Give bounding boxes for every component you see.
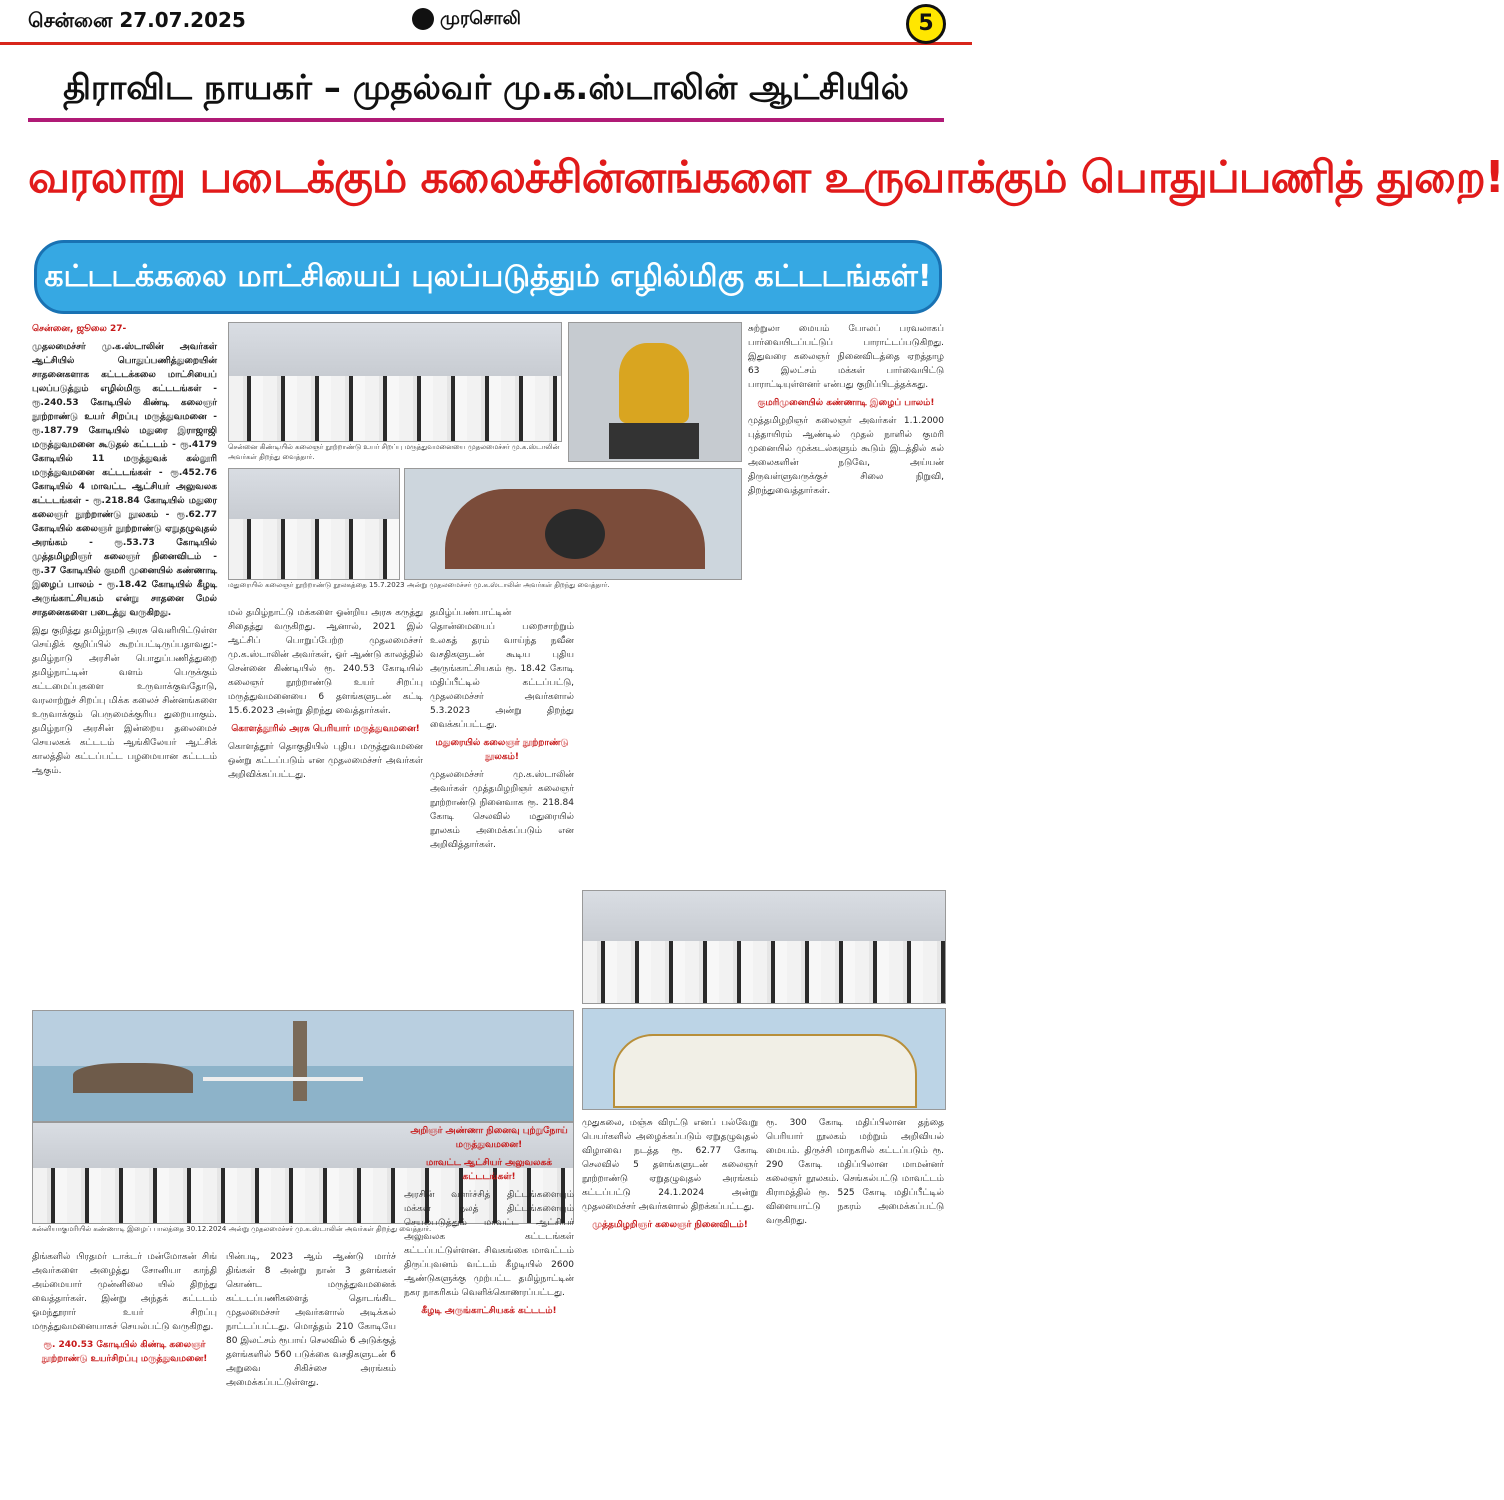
body-paragraph: முத்தமிழறிஞர் கலைஞர் அவர்கள் 1.1.2000 புத்தாயிரம் ஆண்டில் முதல் நாளில் குமரி முனையில் முக்கடல்களும் கூடும் இடத்தில் கல் அலைகளின் நடுவே, அய்யன் திருவள்ளுவருக்குச் சிலை நிறுவி, திறந்துவைத்தார்கள். [748,416,944,496]
body-paragraph: அரசின் வளர்ச்சித் திட்டங்களையும் மக்கள் நலத் திட்டங்களையும் செயல்படுத்தும் மாவட்ட ஆட்சியர் அலுவலக கட்டடங்கள் கட்டப்பட்டுள்ளன. சிவகங்கை மாவட்டம் திருப்புவனம் வட்டம் கீழடியில் 2600 ஆண்டுகளுக்கு முற்பட்ட தமிழ்நாட்டின் நகர நாகரிகம் வெளிக்கொணரப்பட்டது. [404,1190,574,1298]
article-column-4 [748,322,944,882]
dateline: சென்னை, ஜூலை 27- [32,324,127,334]
paper-logo-icon [412,8,434,30]
inauguration-photo-1 [228,322,562,442]
body-paragraph: பின்படி, 2023 ஆம் ஆண்டு மார்ச் திங்கள் 8 அன்று நான் 3 தளங்கள் கொண்ட மருத்துவமனைக் கட்டடப்பணிகளைத் தொடங்கிட முதலமைச்சர் அவர்களால் அடிக்கல் நாட்டப்பட்டது. மொத்தம் 210 கோடியே 80 இலட்சம் ரூபாய் செலவில் 6 அடுக்குத் தளங்களில் 560 படுக்கை வசதிகளுடன் 6 அறுவை சிகிச்சை அரங்கம் அமைக்கப்பட்டுள்ளது. [226,1252,396,1388]
inauguration-photo-3 [582,890,946,1004]
article-column-8 [582,1116,758,1490]
section-heading: மதுரையில் கலைஞர் நூற்றாண்டு நூலகம்! [435,738,569,762]
article-column-6 [226,1250,396,1490]
photo-caption: சென்னை கிண்டியில் கலைஞர் நூற்றாண்டு உயர் சிறப்பு மருத்துவமனையை முதலமைச்சர் மு.க.ஸ்டாலின் அவர்கள் திறந்து வைத்தார். [228,443,560,461]
body-paragraph: கொளத்தூர் தொகுதியில் புதிய மருத்துவமனை ஒன்று கட்டப்படும் என முதலமைச்சர் அவர்கள் அறிவிக்கப்பட்டது. [228,742,423,780]
kanyakumari-bridge-photo [32,1010,574,1122]
paper-name: முரசொலி [440,8,521,29]
arena-building-photo [582,1008,946,1110]
subheadline-banner: கட்டடக்கலை மாட்சியைப் புலப்படுத்தும் எழில்மிகு கட்டடங்கள்! [34,240,942,314]
body-paragraph: ரூ. 300 கோடி மதிப்பிலான தந்தை பெரியார் நூலகம் மற்றும் அறிவியல் மையம். திருச்சி மாநகரில் கட்டப்படும் ரூ. 290 கோடி மதிப்பிலான மாமன்னர் கலைஞர் நூலகம். செங்கல்பட்டு மாவட்டம் கிராமத்தில் ரூ. 525 கோடி மதிப்பீட்டில் விளையாட்டு நகரம் அமைக்கப்பட்டு வருகிறது. [766,1118,944,1226]
body-paragraph: இது குறித்து தமிழ்நாடு அரசு வெளியிட்டுள்ள செய்திக் குறிப்பில் கூறப்பட்டிருப்பதாவது:- தமிழ்நாடு அரசின் பொதுப்பணித்துறை தமிழ்நாட்டின் வளம் பெருக்கும் கட்டமைப்புகளை உருவாக்குவதோடு, வரலாற்றுச் சிறப்பு மிக்க கலைச் சின்னங்களை உருவாக்கும் பெருமைக்குரிய துறையாகும். தமிழ்நாடு அரசின் இன்றைய தலைமைச் செயலகக் கட்டடம் ஆங்கிலேயர் ஆட்சிக் காலத்தில் கட்டப்பட்ட பழமையான கட்டடம் ஆகும். [32,626,217,776]
article-column-9 [766,1116,944,1490]
lead-paragraph: முதலமைச்சர் மு.க.ஸ்டாலின் அவர்கள் ஆட்சியில் பொதுப்பணித்துறையின் சாதனைகளாக கட்டடக்கலை மாட்சியைப் புலப்படுத்தும் எழில்மிகு கட்டடங்கள் - ரூ.240.53 கோடியில் கிண்டி கலைஞர் நூற்றாண்டு உயர் சிறப்பு மருத்துவமனை - ரூ.187.79 கோடியில் மதுரை இராஜாஜி மருத்துவமனை கூடுதல் கட்டடம் - ரூ.4179 கோடியில் 11 மருத்துவக் கல்லூரி மருத்துவமனை கட்டடங்கள் - ரூ.452.76 கோடியில் 4 மாவட்ட ஆட்சியர் அலுவலக கட்டடங்கள் - ரூ.218.84 கோடியில் மதுரை கலைஞர் நூற்றாண்டு நூலகம் - ரூ.62.77 கோடியில் கலைஞர் நூற்றாண்டு ஏறுதழுவுதல் அரங்கம் - ரூ.53.73 கோடியில் முத்தமிழறிஞர் கலைஞர் நினைவிடம் - ரூ.37 கோடியில் குமரி முனையில் கண்ணாடி இழைப் பாலம் - ரூ.18.42 கோடியில் கீழடி அருங்காட்சியகம் என்று சாதனை மேல் சாதனைகளை படைத்து வருகிறது. [32,342,217,618]
library-building-photo [404,468,742,580]
kicker-line: திராவிட நாயகர் – முதல்வர் மு.க.ஸ்டாலின் ஆட்சியில் [28,58,944,122]
body-paragraph: தமிழ்ப்பண்பாட்டின் தொன்மையைப் பறைசாற்றும் உலகத் தரம் வாய்ந்த நவீன வசதிகளுடன் கூடிய புதிய அருங்காட்சியகம் ரூ. 18.42 கோடி மதிப்பீட்டில் கட்டப்பட்டு, முதலமைச்சர் அவர்களால் 5.3.2023 அன்று திறந்து வைக்கப்பட்டது. [430,608,574,730]
article-column-1 [32,322,217,1002]
page-headline: வரலாறு படைக்கும் கலைச்சின்னங்களை உருவாக்கும் பொதுப்பணித் துறை! [28,152,1504,203]
statue-photo [568,322,742,462]
article-column-3 [430,606,574,1006]
section-heading: முத்தமிழறிஞர் கலைஞர் நினைவிடம்! [592,1220,748,1230]
article-column-7 [404,1120,574,1490]
section-heading: ரூ. 240.53 கோடியில் கிண்டி கலைஞர் நூற்றாண்டு உயர்சிறப்பு மருத்துவமனை! [41,1340,208,1364]
body-paragraph: மல் தமிழ்நாட்டு மக்களை ஓன்றிய அரசு கருத்து சிதைத்து வருகிறது. ஆனால், 2021 இல் ஆட்சிப் பொறுப்பேற்ற முதலமைச்சர் மு.க.ஸ்டாலின் அவர்கள், ஓர் ஆண்டு காலத்தில் சென்னை கிண்டியில் ரூ. 240.53 கோடியில் கலைஞர் நூற்றாண்டு உயர் சிறப்பு மருத்துவமனையை 6 தளங்களுடன் கட்டி 15.6.2023 அன்று திறந்து வைத்தார்கள். [228,608,423,716]
section-heading: குமரிமுனையில் கண்ணாடி இழைப் பாலம்! [757,398,935,408]
body-paragraph: சுற்றுலா மையம் போலப் பரவலாகப் பார்வையிடப்பட்டுப் பாராட்டப்படுகிறது. இதுவரை கலைஞர் நினைவிடத்தை ஏறத்தாழ 63 இலட்சம் மக்கள் பார்வையிட்டு பாராட்டியுள்ளனர் என்பது குறிப்பிடத்தக்கது. [748,324,944,390]
body-paragraph: முதுகலை, மஞ்சு விரட்டு எனப் பல்வேறு பெயர்களில் அழைக்கப்படும் ஏறுதழுவுதல் விழாவை நடத்த ரூ. 62.77 கோடி செலவில் 5 தளங்களுடன் கலைஞர் நூற்றாண்டு ஏறுதழுவுதல் அரங்கம் கட்டப்பட்டு 24.1.2024 அன்று முதலமைச்சர் அவர்களால் திறக்கப்பட்டது. [582,1118,758,1212]
section-heading: அறிஞர் அண்ணா நினைவு புற்றுநோய் மருத்துவமனை! [410,1126,568,1150]
section-heading: கீழடி அருங்காட்சியகக் கட்டடம்! [421,1306,557,1316]
photo-caption: கன்னியாகுமரியில் கண்ணாடி இழைப் பாலத்தை 30.12.2024 அன்று முதலமைச்சர் மு.க.ஸ்டாலின் அவர்கள் திறந்து வைத்தார். [32,1225,432,1233]
masthead [0,0,972,45]
section-heading: கொளத்தூரில் அரசு பெரியார் மருத்துவமனை! [231,724,420,734]
section-heading: மாவட்ட ஆட்சியர் அலுவலகக் கட்டடங்கள்! [425,1158,553,1182]
body-paragraph: திங்களில் பிரதமர் டாக்டர் மன்மோகன் சிங் அவர்களை அழைத்து சோனியா காந்தி அம்மையார் முன்னிலை யில் திறந்து வைத்தார்கள். இன்று அந்தக் கட்டடம் ஓமந்தூரார் உயர் சிறப்பு மருத்துவமனையாகச் செயல்பட்டு வருகிறது. [32,1252,217,1332]
issue-date: சென்னை 27.07.2025 [28,8,246,32]
article-column-5 [32,1250,217,1490]
page-number: 5 [906,4,946,44]
body-paragraph: முதலமைச்சர் மு.க.ஸ்டாலின் அவர்கள் முத்தமிழறிஞர் கலைஞர் நூற்றாண்டு நினைவாக ரூ. 218.84 கோடி செலவில் மதுரையில் நூலகம் அமைக்கப்படும் என அறிவித்தார்கள். [430,770,574,850]
inauguration-photo-2 [228,468,400,580]
article-column-2 [228,606,423,1006]
photo-caption: மதுரையில் கலைஞர் நூற்றாண்டு நூலகத்தை 15.7.2023 அன்று முதலமைச்சர் மு.க.ஸ்டாலின் அவர்கள் திறந்து வைத்தார். [228,581,610,589]
